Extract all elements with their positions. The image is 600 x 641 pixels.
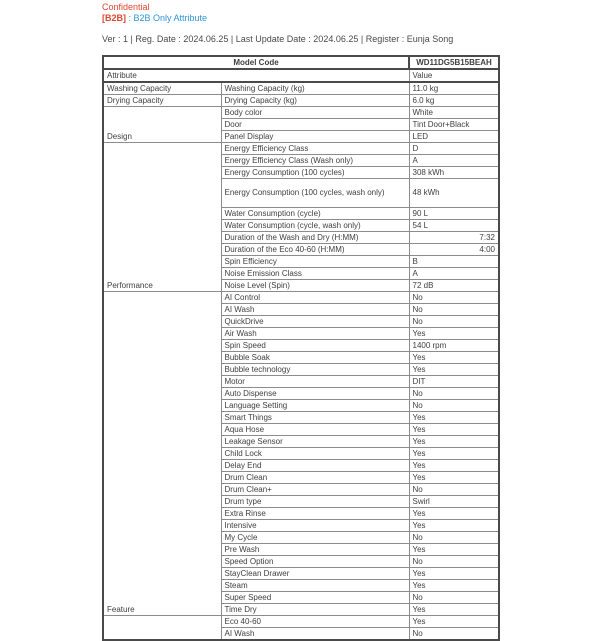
attribute-cell: AI Wash (221, 628, 409, 641)
attribute-table (102, 55, 500, 641)
attribute-table-body (103, 82, 499, 640)
value-cell: Yes (409, 436, 499, 448)
table-row (103, 616, 499, 628)
value-cell: Tint Door+Black (409, 119, 499, 131)
attribute-cell: Noise Level (Spin) (221, 280, 409, 292)
table-row (103, 143, 499, 155)
attribute-cell: Drying Capacity (kg) (221, 95, 409, 107)
value-cell: 48 kWh (409, 179, 499, 208)
attribute-cell: Pre Wash (221, 544, 409, 556)
attribute-cell: Super Speed (221, 592, 409, 604)
value-cell: 4:00 (409, 244, 499, 256)
value-cell: Yes (409, 580, 499, 592)
value-cell: No (409, 556, 499, 568)
attribute-cell: Energy Consumption (100 cycles) (221, 167, 409, 179)
attribute-cell: Spin Efficiency (221, 256, 409, 268)
attribute-cell: Noise Emission Class (221, 268, 409, 280)
value-cell: D (409, 143, 499, 155)
attribute-cell: Motor (221, 376, 409, 388)
attribute-cell: Bubble Soak (221, 352, 409, 364)
b2b-line (102, 13, 499, 24)
table-row (103, 107, 499, 119)
attribute-cell: Spin Speed (221, 340, 409, 352)
attribute-cell: Time Dry (221, 604, 409, 616)
attribute-cell: Energy Consumption (100 cycles, wash only) (221, 179, 409, 208)
attribute-cell: Body color (221, 107, 409, 119)
value-cell: No (409, 628, 499, 641)
b2b-only-attribute-label: : B2B Only Attribute (126, 13, 208, 23)
group-cell: Performance (103, 143, 221, 292)
model-code-header: Model Code (103, 56, 409, 69)
value-cell: Yes (409, 460, 499, 472)
attribute-cell: My Cycle (221, 532, 409, 544)
value-cell: A (409, 268, 499, 280)
attribute-cell: Panel Display (221, 131, 409, 143)
attribute-cell: Speed Option (221, 556, 409, 568)
attribute-cell: Washing Capacity (kg) (221, 82, 409, 95)
document (102, 2, 499, 641)
value-cell: 72 dB (409, 280, 499, 292)
attribute-cell: Intensive (221, 520, 409, 532)
attribute-cell: Drum Clean+ (221, 484, 409, 496)
value-cell: Swirl (409, 496, 499, 508)
table-row (103, 82, 499, 95)
attribute-cell: Child Lock (221, 448, 409, 460)
attribute-cell: Eco 40-60 (221, 616, 409, 628)
value-cell: LED (409, 131, 499, 143)
attribute-column-header: Attribute (103, 69, 409, 82)
value-cell: Yes (409, 412, 499, 424)
attribute-cell: Drum type (221, 496, 409, 508)
group-cell: Washing Capacity (103, 82, 221, 95)
attribute-cell: Auto Dispense (221, 388, 409, 400)
value-cell: Yes (409, 616, 499, 628)
value-column-header: Value (409, 69, 499, 82)
group-cell: Drying Capacity (103, 95, 221, 107)
attribute-cell: Extra Rinse (221, 508, 409, 520)
attribute-cell: AI Control (221, 292, 409, 304)
attribute-cell: Duration of the Eco 40-60 (H:MM) (221, 244, 409, 256)
value-cell: Yes (409, 472, 499, 484)
attribute-cell: Energy Efficiency Class (Wash only) (221, 155, 409, 167)
attribute-cell: AI Wash (221, 304, 409, 316)
value-cell: Yes (409, 352, 499, 364)
value-cell: Yes (409, 568, 499, 580)
b2b-tag: [B2B] (102, 13, 126, 23)
value-cell: 1400 rpm (409, 340, 499, 352)
attribute-cell: Language Setting (221, 400, 409, 412)
value-cell: No (409, 532, 499, 544)
group-cell: Feature (103, 292, 221, 616)
value-cell: 6.0 kg (409, 95, 499, 107)
attribute-cell: Water Consumption (cycle) (221, 208, 409, 220)
attribute-cell: Smart Things (221, 412, 409, 424)
group-cell: Design (103, 107, 221, 143)
attribute-cell: Air Wash (221, 328, 409, 340)
value-cell: Yes (409, 520, 499, 532)
attribute-cell: Steam (221, 580, 409, 592)
value-cell: Yes (409, 508, 499, 520)
value-cell: White (409, 107, 499, 119)
attribute-cell: StayClean Drawer (221, 568, 409, 580)
value-cell: No (409, 400, 499, 412)
attribute-cell: Leakage Sensor (221, 436, 409, 448)
group-cell (103, 616, 221, 641)
value-cell: Yes (409, 364, 499, 376)
value-cell: Yes (409, 328, 499, 340)
attribute-cell: Delay End (221, 460, 409, 472)
value-cell: 54 L (409, 220, 499, 232)
value-cell: Yes (409, 604, 499, 616)
attribute-cell: Energy Efficiency Class (221, 143, 409, 155)
value-cell: Yes (409, 424, 499, 436)
value-cell: No (409, 388, 499, 400)
value-cell: No (409, 592, 499, 604)
version-meta-line: Ver : 1 | Reg. Date : 2024.06.25 | Last Update Date : 2024.06.25 | Register : Eunja Song (102, 34, 454, 44)
attribute-cell: Aqua Hose (221, 424, 409, 436)
model-code-header-row (103, 56, 499, 69)
model-code-value: WD11DG5B15BEAH (409, 56, 499, 69)
attribute-cell: Drum Clean (221, 472, 409, 484)
attribute-cell: Duration of the Wash and Dry (H:MM) (221, 232, 409, 244)
attribute-value-header-row (103, 69, 499, 82)
attribute-cell: Bubble technology (221, 364, 409, 376)
value-cell: 90 L (409, 208, 499, 220)
attribute-cell: QuickDrive (221, 316, 409, 328)
value-cell: Yes (409, 544, 499, 556)
value-cell: 308 kWh (409, 167, 499, 179)
table-row (103, 292, 499, 304)
value-cell: 11.0 kg (409, 82, 499, 95)
value-cell: 7:32 (409, 232, 499, 244)
value-cell: No (409, 304, 499, 316)
value-cell: No (409, 292, 499, 304)
value-cell: A (409, 155, 499, 167)
value-cell: DIT (409, 376, 499, 388)
value-cell: No (409, 484, 499, 496)
attribute-cell: Water Consumption (cycle, wash only) (221, 220, 409, 232)
attribute-cell: Door (221, 119, 409, 131)
confidential-label: Confidential (102, 2, 150, 12)
table-row (103, 95, 499, 107)
value-cell: No (409, 316, 499, 328)
value-cell: Yes (409, 448, 499, 460)
value-cell: B (409, 256, 499, 268)
